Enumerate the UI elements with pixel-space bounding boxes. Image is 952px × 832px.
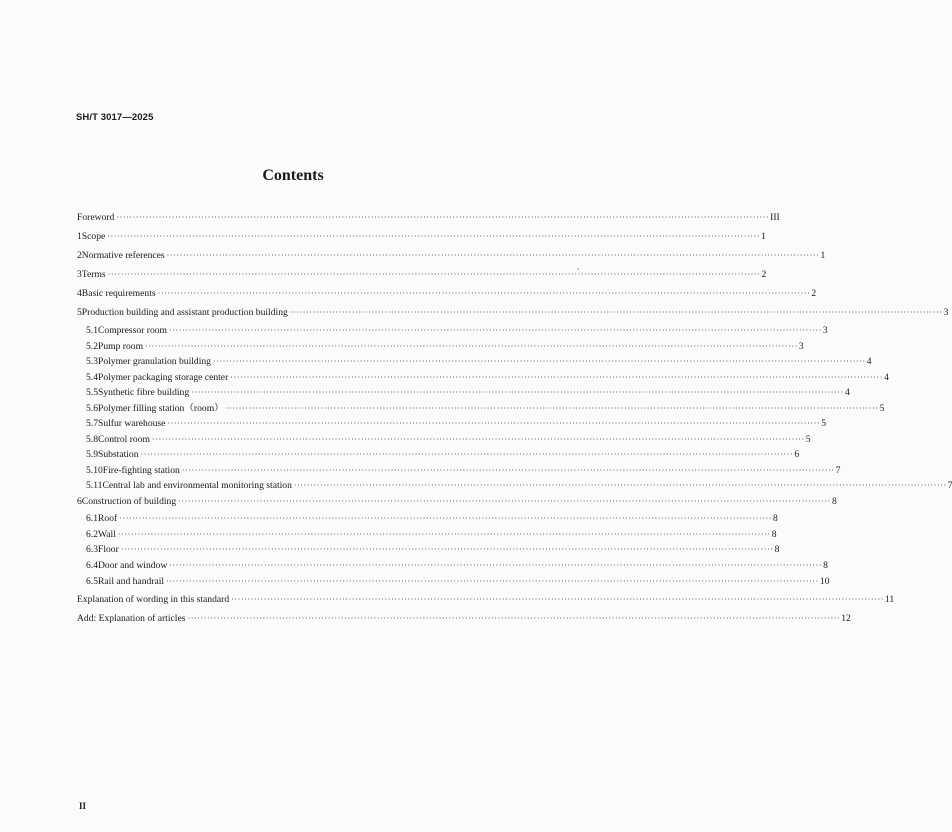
toc-entry[interactable] bbox=[86, 480, 952, 492]
dot-leader: ········································································································································································································ bbox=[117, 530, 771, 539]
toc-entry-number: 5.11 bbox=[86, 480, 103, 491]
toc-entry-number: 5.7 bbox=[86, 418, 98, 429]
toc-entry-label: Pump room bbox=[98, 341, 144, 352]
page-number: II bbox=[79, 801, 87, 811]
toc-entry[interactable] bbox=[77, 496, 837, 508]
toc-entry-page: 2 bbox=[811, 288, 817, 299]
toc-entry-label: Polymer packaging storage center bbox=[98, 372, 229, 383]
toc-entry-label: Polymer granulation building bbox=[98, 356, 211, 367]
toc-entry[interactable] bbox=[86, 465, 841, 477]
page-title: Contents bbox=[262, 167, 324, 184]
toc-entry[interactable] bbox=[77, 288, 817, 300]
toc-entry-page: III bbox=[770, 212, 780, 223]
toc-entry-number: 5.2 bbox=[86, 341, 98, 352]
toc-entry-label: Normative references bbox=[81, 250, 165, 261]
toc-entry-page: 5 bbox=[805, 434, 811, 445]
dot-leader: ········································································································································································································ bbox=[151, 435, 805, 444]
toc-entry[interactable] bbox=[86, 560, 828, 572]
toc-entry-page: 2 bbox=[761, 269, 767, 280]
toc-entry-label: Roof bbox=[98, 513, 118, 524]
toc-entry-number: 6.3 bbox=[86, 544, 98, 555]
toc-entry-number: 5.1 bbox=[86, 325, 98, 336]
toc-entry-page: 1 bbox=[761, 231, 766, 242]
toc-entry-number: 6.4 bbox=[86, 560, 98, 571]
dot-leader: ········································································································································································································ bbox=[120, 545, 774, 554]
toc-entry-page: 5 bbox=[879, 403, 885, 414]
toc-entry-number: 2 bbox=[77, 250, 82, 261]
toc-entry-number: 5.6 bbox=[86, 403, 98, 414]
toc-entry-number: 6.2 bbox=[86, 529, 98, 540]
toc-entry-page: 3 bbox=[822, 325, 828, 336]
toc-entry-label: Foreword bbox=[77, 212, 115, 223]
dot-leader: ········································································································································································································ bbox=[178, 497, 831, 506]
toc-entry-number: 5.10 bbox=[86, 465, 103, 476]
toc-entry-label: Construction of building bbox=[81, 496, 177, 507]
toc-entry-label: Door and window bbox=[98, 560, 168, 571]
dot-leader: ········································································································································································································ bbox=[225, 404, 879, 413]
dot-leader: ········································································································································································································ bbox=[116, 213, 770, 222]
toc-entry-label: Terms bbox=[81, 269, 106, 280]
dot-leader: ········································································································································································································ bbox=[166, 577, 819, 586]
toc-entry-label: Fire-fighting station bbox=[102, 465, 180, 476]
toc-entry-number: 5.5 bbox=[86, 387, 98, 398]
toc-entry[interactable] bbox=[86, 356, 872, 368]
toc-entry-label: Compressor room bbox=[98, 325, 168, 336]
toc-entry-label: Wall bbox=[98, 529, 116, 540]
toc-entry-page: 6 bbox=[794, 449, 800, 460]
toc-entry-number: 6 bbox=[77, 496, 82, 507]
toc-entry-label: Add: Explanation of articles bbox=[77, 613, 186, 624]
toc-entry[interactable] bbox=[86, 325, 828, 337]
toc-entry[interactable] bbox=[86, 387, 850, 399]
toc-entry[interactable] bbox=[86, 372, 889, 384]
toc-entry-label: Explanation of wording in this standard bbox=[77, 594, 230, 605]
toc-entry-number: 1 bbox=[77, 231, 82, 242]
toc-entry-number: 3 bbox=[77, 269, 82, 280]
toc-entry-number: 5.9 bbox=[86, 449, 98, 460]
toc-entry-page: 8 bbox=[773, 513, 778, 524]
toc-entry-label: Basic requirements bbox=[81, 288, 156, 299]
dot-leader: ········································································································································································································ bbox=[119, 514, 772, 523]
dot-leader: ········································································································································································································ bbox=[181, 466, 835, 475]
dot-leader: ········································································································································································································ bbox=[289, 308, 943, 317]
toc-entry-label: Scope bbox=[81, 231, 106, 242]
toc-entry-number: 5 bbox=[77, 307, 82, 318]
toc-entry-label: Polymer filling station（room） bbox=[98, 403, 224, 414]
dot-leader: ········································································································································································································ bbox=[166, 251, 820, 260]
toc-entry-page: 4 bbox=[884, 372, 889, 383]
toc-entry[interactable] bbox=[77, 212, 780, 224]
dot-leader: ········································································································································································································ bbox=[169, 561, 823, 570]
toc-entry-page: 8 bbox=[771, 529, 777, 540]
toc-entry[interactable] bbox=[86, 434, 811, 446]
toc-entry[interactable] bbox=[86, 513, 778, 525]
toc-entry-page: 3 bbox=[943, 307, 949, 318]
dot-leader: ········································································································································································································ bbox=[157, 289, 811, 298]
toc-entry[interactable] bbox=[77, 250, 826, 262]
toc-entry[interactable] bbox=[77, 594, 895, 606]
toc-entry-number: 5.8 bbox=[86, 434, 98, 445]
dot-leader: ········································································································································································································ bbox=[191, 388, 844, 397]
toc-entry[interactable] bbox=[77, 307, 949, 319]
toc-entry-page: 8 bbox=[774, 544, 780, 555]
dot-leader: ········································································································································································································ bbox=[212, 357, 866, 366]
toc-entry-label: Control room bbox=[98, 434, 150, 445]
toc-entry-label: Synthetic fibre building bbox=[98, 387, 190, 398]
dot-leader: ········································································································································································································ bbox=[230, 373, 884, 382]
dot-leader: ········································································································································································································ bbox=[107, 232, 761, 241]
toc-entry-page: 4 bbox=[844, 387, 850, 398]
toc-entry[interactable] bbox=[86, 544, 780, 556]
toc-entry[interactable] bbox=[86, 449, 800, 461]
toc-entry-number: 6.1 bbox=[86, 513, 98, 524]
dot-leader: ········································································································································································································ bbox=[187, 614, 841, 623]
toc-entry-page: 12 bbox=[841, 613, 851, 624]
dot-leader: ········································································································································································································ bbox=[167, 419, 821, 428]
toc-entry-number: 4 bbox=[77, 288, 82, 299]
toc-entry[interactable] bbox=[86, 341, 804, 353]
toc-entry-page: 11 bbox=[884, 594, 895, 605]
toc-entry[interactable] bbox=[86, 576, 830, 588]
toc-entry-label: Rail and handrail bbox=[98, 576, 165, 587]
toc-entry-label: Floor bbox=[98, 544, 119, 555]
dot-leader: ········································································································································································································ bbox=[140, 450, 794, 459]
toc-entry-page: 3 bbox=[798, 341, 804, 352]
dot-leader: ········································································································································································································ bbox=[169, 326, 822, 335]
document-code: SH/T 3017—2025 bbox=[76, 112, 154, 123]
toc-entry-page: 7 bbox=[947, 480, 952, 491]
toc-entry[interactable] bbox=[77, 613, 851, 625]
toc-entry-number: 5.3 bbox=[86, 356, 98, 367]
toc-entry-label: Central lab and environmental monitoring station bbox=[102, 480, 292, 491]
toc-entry-page: 1 bbox=[820, 250, 826, 261]
toc-entry[interactable] bbox=[86, 403, 885, 415]
toc-entry[interactable] bbox=[86, 418, 827, 430]
toc-entry-number: 5.4 bbox=[86, 372, 98, 383]
toc-entry[interactable] bbox=[86, 529, 777, 541]
toc-entry-page: 8 bbox=[823, 560, 828, 571]
toc-entry[interactable] bbox=[77, 231, 766, 243]
toc-entry-page: 4 bbox=[866, 356, 872, 367]
toc-entry-number: 6.5 bbox=[86, 576, 98, 587]
toc-entry-page: 5 bbox=[821, 418, 827, 429]
dot-leader: ········································································································································································································ bbox=[145, 342, 798, 351]
toc-entry[interactable] bbox=[77, 269, 767, 281]
scan-speck bbox=[577, 268, 579, 270]
toc-entry-label: Substation bbox=[98, 449, 139, 460]
toc-entry-page: 8 bbox=[831, 496, 837, 507]
toc-entry-page: 10 bbox=[819, 576, 830, 587]
toc-entry-label: Sulfur warehouse bbox=[98, 418, 166, 429]
dot-leader: ········································································································································································································ bbox=[231, 595, 884, 604]
dot-leader: ········································································································································································································ bbox=[293, 481, 947, 490]
toc-entry-page: 7 bbox=[835, 465, 841, 476]
toc-entry-label: Production building and assistant production building bbox=[81, 307, 288, 318]
dot-leader: ········································································································································································································ bbox=[107, 270, 761, 279]
